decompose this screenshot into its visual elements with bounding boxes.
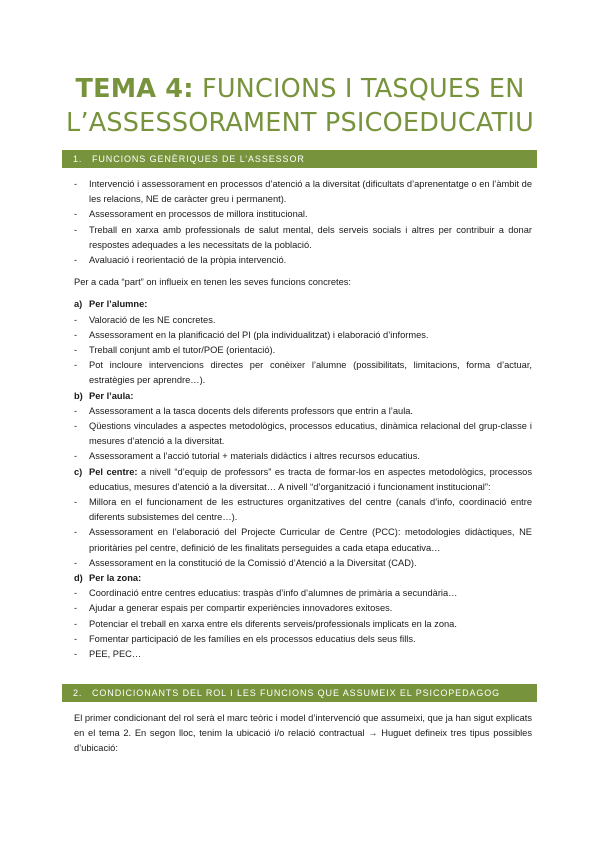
section-title: FUNCIONS GENÈRIQUES DE L’ASSESSOR	[92, 154, 305, 164]
list-item: - Avaluació i reorientació de la pròpia intervenció.	[74, 255, 287, 266]
subheading-centre: c) Pel centre: a nivell “d’equip de professors” es tracta de formar-los en aspectes metodològics, processos educatius, mesures d’atenció a la diversitat… A nivell “d’organització i funcionament institucional”:	[74, 466, 532, 492]
list-item: - Assessorament en la constitució de la Comissió d’Atenció a la Diversitat (CAD).	[74, 557, 417, 568]
list-item: - Pot incloure intervencions directes per conèixer l’alumne (possibilitats, limitacions, forma d’actuar, estratègies per aprendre…).	[74, 360, 532, 386]
list-item: - Qüestions vinculades a aspectes metodològics, processos educatius, dinàmica relacional del grup-classe i mesures d’atenció a la diversitat.	[74, 421, 532, 447]
document-title	[0, 72, 600, 140]
intro-paragraph: Per a cada “part” on influeix en tenen les seves funcions concretes:	[74, 277, 351, 288]
list-item: - Assessorament en l’elaboració del Projecte Curricular de Centre (PCC): metodologies didàctiques, NE prioritàries pel centre, definició de les finalitats perseguides a cada etapa educativa…	[74, 527, 532, 553]
list-item: - Assessorament en la planificació del PI (pla individualitzat) i elaboració d’informes.	[74, 329, 429, 340]
section-header-1	[62, 150, 537, 168]
title-line-2: L’ASSESSORAMENT PSICOEDUCATIU	[66, 108, 534, 138]
list-item: - Ajudar a generar espais per compartir experiències innovadores exitoses.	[74, 603, 393, 614]
list-item: - Valoració de les NE concretes.	[74, 314, 216, 325]
subheading-alumne: a) Per l’alumne:	[74, 299, 148, 310]
section-number: 2.	[73, 688, 83, 698]
title-line-1: FUNCIONS I TASQUES EN	[201, 74, 525, 104]
subheading-aula: b) Per l’aula:	[74, 390, 134, 401]
list-item: - PEE, PEC…	[74, 649, 142, 660]
section-number: 1.	[73, 154, 83, 164]
list-item: - Assessorament a la tasca docents dels diferents professors que entrin a l’aula.	[74, 405, 414, 416]
closing-paragraph: El primer condicionant del rol serà el marc teòric i model d’intervenció que assumeixi, que ja han sigut explicats en el tema 2. En segon lloc, tenim la ubicació i/o relació contractual → Huguet defineix tres tipus possibles d’ubicació:	[74, 713, 532, 754]
list-item: - Fomentar participació de les famílies en els processos educatius dels seus fills.	[74, 633, 416, 644]
list-item: - Millora en el funcionament de les estructures organitzatives del centre (canals d’info, coordinació entre diferents subsistemes del centre…).	[74, 497, 532, 523]
list-item: - Assessorament a l’acció tutorial + materials didàctics i altres recursos educatius.	[74, 451, 420, 462]
list-item: - Potenciar el treball en xarxa entre els diferents serveis/professionals implicats en la zona.	[74, 618, 457, 629]
section-body-2	[74, 711, 532, 757]
list-item: - Treball en xarxa amb professionals de salut mental, dels serveis socials i altres per contribuir a donar respostes adequades a les necessitats de la població.	[74, 224, 532, 250]
section-header-2	[62, 684, 537, 702]
subheading-zona: d) Per la zona:	[74, 573, 142, 584]
section-title: CONDICIONANTS DEL ROL I LES FUNCIONS QUE ASSUMEIX EL PSICOPEDAGOG	[92, 688, 501, 698]
title-label: TEMA 4:	[75, 74, 194, 104]
list-item: - Coordinació entre centres educatius: traspàs d’info d’alumnes de primària a secundària…	[74, 588, 458, 599]
section-body-1	[74, 177, 532, 662]
list-item: - Treball conjunt amb el tutor/POE (orientació).	[74, 345, 276, 356]
list-item: - Intervenció i assessorament en processos d’atenció a la diversitat (dificultats d’aprenentatge o en l’àmbit de les relacions, NE de caràcter greu i permanent).	[74, 179, 532, 205]
list-item: - Assessorament en processos de millora institucional.	[74, 209, 308, 220]
